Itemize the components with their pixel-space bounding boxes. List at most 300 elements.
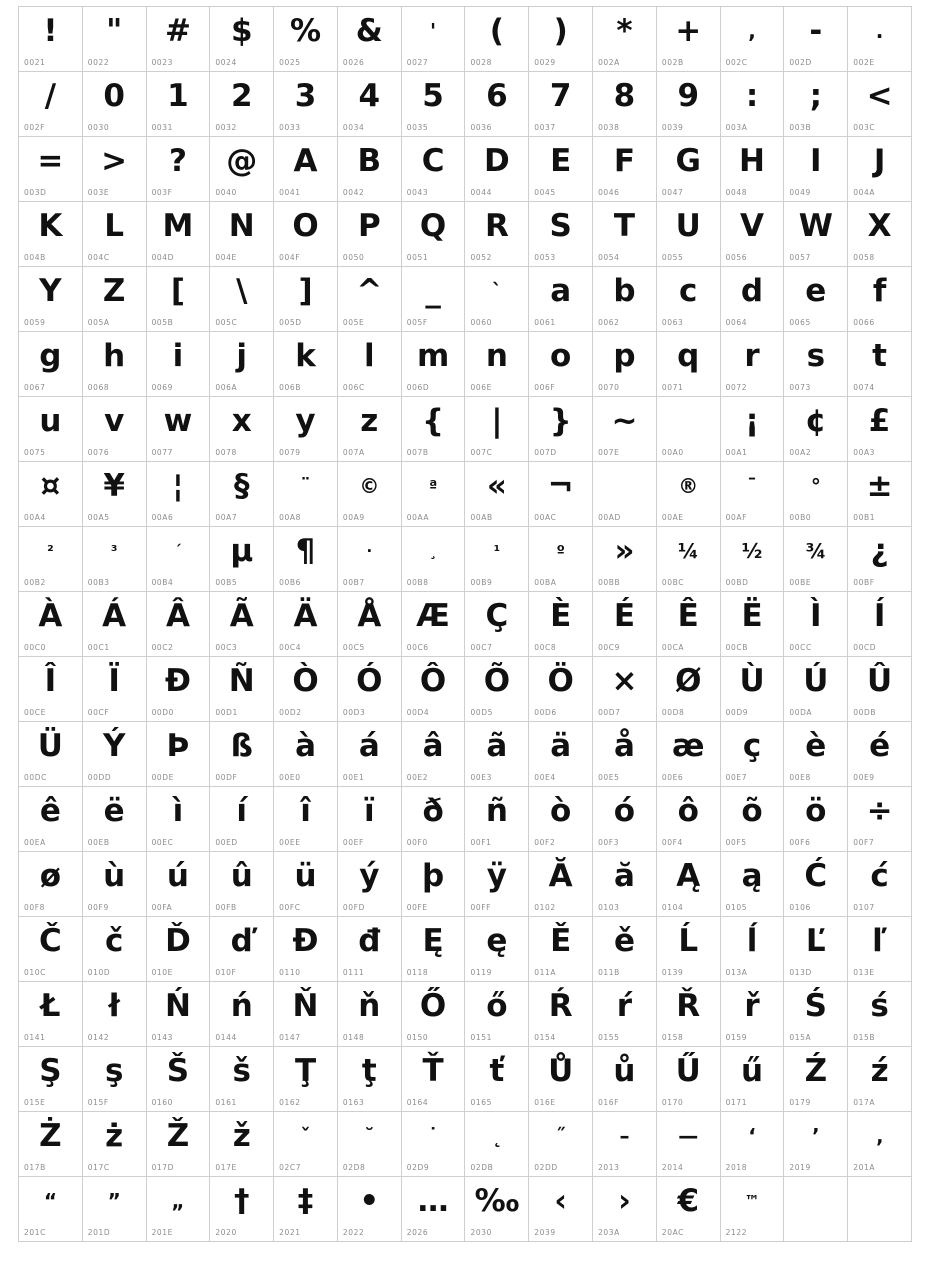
glyph-cell[interactable] (147, 527, 211, 592)
glyph-character: 4 (358, 78, 381, 114)
glyph-cell[interactable] (274, 527, 338, 592)
glyph-cell[interactable] (19, 852, 83, 917)
glyph-cell[interactable] (210, 1177, 274, 1242)
glyph-cell[interactable] (83, 527, 147, 592)
glyph-cell[interactable] (657, 1112, 721, 1177)
glyph-cell[interactable] (465, 137, 529, 202)
glyph-cell[interactable] (848, 7, 912, 72)
glyph-cell[interactable] (147, 1177, 211, 1242)
glyph-codepoint: 0070 (598, 383, 620, 392)
glyph-cell[interactable] (274, 1112, 338, 1177)
glyph-cell[interactable] (147, 462, 211, 527)
glyph-cell[interactable] (402, 267, 466, 332)
glyph-cell[interactable] (210, 787, 274, 852)
glyph-cell[interactable] (147, 982, 211, 1047)
glyph-cell[interactable] (657, 137, 721, 202)
glyph-codepoint: 0031 (151, 123, 174, 132)
glyph-cell[interactable] (83, 852, 147, 917)
glyph-character: ő (486, 988, 508, 1024)
glyph-cell[interactable] (593, 462, 657, 527)
glyph-cell[interactable] (83, 1112, 147, 1177)
glyph-codepoint: 0037 (534, 123, 556, 132)
glyph-cell[interactable] (657, 657, 721, 722)
glyph-cell[interactable] (210, 202, 274, 267)
glyph-cell[interactable] (210, 137, 274, 202)
glyph-cell[interactable] (848, 527, 912, 592)
glyph-cell[interactable] (402, 202, 466, 267)
glyph-cell[interactable] (721, 1177, 785, 1242)
glyph-cell[interactable] (848, 852, 912, 917)
glyph-cell[interactable] (210, 72, 274, 137)
glyph-cell[interactable] (338, 397, 402, 462)
glyph-cell[interactable] (721, 787, 785, 852)
glyph-cell[interactable] (784, 332, 848, 397)
glyph-cell[interactable] (210, 917, 274, 982)
glyph-cell[interactable] (848, 267, 912, 332)
glyph-codepoint: 0061 (534, 318, 556, 327)
glyph-cell[interactable] (784, 722, 848, 787)
glyph-cell[interactable] (83, 787, 147, 852)
glyph-cell[interactable] (83, 397, 147, 462)
glyph-cell[interactable] (593, 1177, 657, 1242)
glyph-cell[interactable] (784, 527, 848, 592)
glyph-cell[interactable] (465, 917, 529, 982)
glyph-character: Ż (39, 1118, 62, 1154)
glyph-cell[interactable] (657, 72, 721, 137)
glyph-cell[interactable] (529, 1177, 593, 1242)
glyph-character: · (366, 542, 373, 560)
glyph-cell[interactable] (338, 1047, 402, 1112)
glyph-cell[interactable] (529, 1047, 593, 1112)
glyph-cell[interactable] (657, 397, 721, 462)
glyph-cell[interactable] (274, 7, 338, 72)
glyph-character: ã (486, 728, 508, 764)
glyph-cell[interactable] (338, 137, 402, 202)
glyph-cell[interactable] (83, 657, 147, 722)
glyph-cell[interactable] (402, 787, 466, 852)
glyph-character: ± (866, 468, 893, 504)
glyph-cell[interactable] (83, 462, 147, 527)
glyph-cell[interactable] (338, 267, 402, 332)
glyph-cell[interactable] (274, 397, 338, 462)
glyph-cell[interactable] (784, 1112, 848, 1177)
glyph-cell[interactable] (274, 1047, 338, 1112)
glyph-cell[interactable] (338, 592, 402, 657)
glyph-cell[interactable] (721, 202, 785, 267)
glyph-codepoint: 0043 (406, 188, 429, 197)
glyph-cell[interactable] (147, 137, 211, 202)
glyph-cell[interactable] (593, 202, 657, 267)
glyph-cell[interactable] (338, 7, 402, 72)
glyph-character: Ř (676, 988, 701, 1024)
glyph-cell[interactable] (19, 787, 83, 852)
glyph-cell[interactable] (338, 982, 402, 1047)
glyph-cell[interactable] (274, 722, 338, 787)
glyph-cell[interactable] (593, 917, 657, 982)
glyph-cell[interactable] (784, 397, 848, 462)
glyph-cell[interactable] (147, 397, 211, 462)
glyph-cell[interactable] (338, 657, 402, 722)
glyph-cell[interactable] (402, 397, 466, 462)
glyph-cell[interactable] (593, 852, 657, 917)
glyph-cell[interactable] (402, 332, 466, 397)
glyph-character: c (679, 273, 698, 309)
glyph-cell[interactable] (402, 917, 466, 982)
glyph-cell[interactable] (657, 917, 721, 982)
glyph-cell[interactable] (848, 1047, 912, 1112)
glyph-cell[interactable] (338, 1177, 402, 1242)
glyph-character: Z (102, 273, 126, 309)
glyph-cell[interactable] (210, 657, 274, 722)
glyph-cell[interactable] (529, 202, 593, 267)
glyph-cell[interactable] (465, 787, 529, 852)
glyph-cell[interactable] (83, 332, 147, 397)
glyph-cell[interactable] (465, 657, 529, 722)
glyph-cell[interactable] (593, 1112, 657, 1177)
glyph-cell[interactable] (402, 462, 466, 527)
glyph-cell[interactable] (657, 332, 721, 397)
glyph-cell[interactable] (147, 917, 211, 982)
glyph-cell[interactable] (721, 722, 785, 787)
glyph-cell[interactable] (848, 787, 912, 852)
glyph-cell[interactable] (402, 982, 466, 1047)
glyph-cell[interactable] (19, 592, 83, 657)
glyph-cell[interactable] (83, 1047, 147, 1112)
glyph-cell[interactable] (147, 1112, 211, 1177)
glyph-cell[interactable] (529, 72, 593, 137)
glyph-cell[interactable] (657, 1047, 721, 1112)
glyph-cell[interactable] (784, 982, 848, 1047)
glyph-cell[interactable] (529, 787, 593, 852)
glyph-character (784, 1179, 847, 1223)
glyph-cell[interactable] (593, 787, 657, 852)
glyph-cell[interactable] (338, 527, 402, 592)
glyph-cell[interactable] (721, 397, 785, 462)
glyph-codepoint: 0048 (725, 188, 748, 197)
glyph-cell[interactable] (83, 1177, 147, 1242)
glyph-cell[interactable] (19, 137, 83, 202)
glyph-cell[interactable] (465, 527, 529, 592)
glyph-cell[interactable] (721, 7, 785, 72)
glyph-cell[interactable] (402, 1177, 466, 1242)
glyph-cell[interactable] (210, 1047, 274, 1112)
glyph-cell[interactable] (657, 202, 721, 267)
glyph-cell[interactable] (274, 982, 338, 1047)
glyph-cell[interactable] (784, 657, 848, 722)
glyph-cell[interactable] (465, 72, 529, 137)
glyph-cell[interactable] (848, 202, 912, 267)
glyph-table (18, 6, 912, 1242)
glyph-cell[interactable] (274, 852, 338, 917)
glyph-cell[interactable] (210, 397, 274, 462)
glyph-cell[interactable] (19, 527, 83, 592)
glyph-cell[interactable] (338, 1112, 402, 1177)
glyph-cell[interactable] (465, 982, 529, 1047)
glyph-cell[interactable] (721, 592, 785, 657)
glyph-cell[interactable] (848, 657, 912, 722)
glyph-cell[interactable] (848, 592, 912, 657)
glyph-cell[interactable] (338, 462, 402, 527)
glyph-cell[interactable] (19, 1112, 83, 1177)
glyph-cell[interactable] (210, 852, 274, 917)
glyph-cell[interactable] (338, 72, 402, 137)
glyph-cell[interactable] (529, 332, 593, 397)
glyph-cell[interactable] (274, 657, 338, 722)
glyph-cell[interactable] (210, 1112, 274, 1177)
glyph-cell[interactable] (83, 982, 147, 1047)
glyph-cell[interactable] (147, 722, 211, 787)
glyph-cell[interactable] (210, 332, 274, 397)
glyph-cell[interactable] (83, 137, 147, 202)
glyph-cell[interactable] (784, 267, 848, 332)
glyph-cell[interactable] (657, 722, 721, 787)
glyph-cell[interactable] (402, 1047, 466, 1112)
glyph-cell[interactable] (848, 332, 912, 397)
glyph-character: Â (165, 598, 190, 634)
glyph-codepoint: 0073 (789, 383, 811, 392)
glyph-cell[interactable] (529, 722, 593, 787)
glyph-cell[interactable] (721, 917, 785, 982)
glyph-cell[interactable] (402, 722, 466, 787)
glyph-cell[interactable] (19, 267, 83, 332)
glyph-cell[interactable] (848, 397, 912, 462)
glyph-cell[interactable] (784, 592, 848, 657)
glyph-cell[interactable] (19, 332, 83, 397)
glyph-cell[interactable] (593, 72, 657, 137)
glyph-cell[interactable] (784, 462, 848, 527)
glyph-cell[interactable] (657, 982, 721, 1047)
glyph-cell[interactable] (593, 982, 657, 1047)
glyph-cell[interactable] (210, 722, 274, 787)
glyph-cell[interactable] (529, 462, 593, 527)
glyph-cell[interactable] (593, 7, 657, 72)
glyph-cell[interactable] (529, 267, 593, 332)
glyph-cell[interactable] (83, 592, 147, 657)
glyph-cell[interactable] (147, 852, 211, 917)
glyph-cell[interactable] (402, 592, 466, 657)
glyph-cell[interactable] (274, 1177, 338, 1242)
glyph-cell[interactable] (465, 462, 529, 527)
glyph-cell[interactable] (465, 267, 529, 332)
glyph-cell[interactable] (784, 7, 848, 72)
glyph-cell[interactable] (19, 1177, 83, 1242)
glyph-cell[interactable] (529, 852, 593, 917)
glyph-cell[interactable] (147, 592, 211, 657)
glyph-cell[interactable] (529, 982, 593, 1047)
glyph-cell[interactable] (274, 592, 338, 657)
glyph-cell[interactable] (593, 657, 657, 722)
glyph-cell[interactable] (274, 462, 338, 527)
glyph-character: à (295, 728, 316, 764)
glyph-cell[interactable] (465, 397, 529, 462)
glyph-cell[interactable] (465, 1112, 529, 1177)
glyph-cell[interactable] (529, 527, 593, 592)
glyph-cell[interactable] (848, 1112, 912, 1177)
glyph-cell[interactable] (19, 397, 83, 462)
glyph-cell[interactable] (657, 852, 721, 917)
glyph-character: ¨ (300, 474, 311, 498)
glyph-cell[interactable] (402, 137, 466, 202)
glyph-cell[interactable] (529, 917, 593, 982)
glyph-cell[interactable] (721, 1047, 785, 1112)
glyph-cell[interactable] (657, 267, 721, 332)
glyph-cell[interactable] (465, 592, 529, 657)
glyph-cell[interactable] (19, 917, 83, 982)
glyph-cell[interactable] (721, 982, 785, 1047)
glyph-cell[interactable] (848, 917, 912, 982)
glyph-cell[interactable] (210, 982, 274, 1047)
glyph-cell[interactable] (274, 917, 338, 982)
glyph-cell[interactable] (19, 202, 83, 267)
glyph-cell[interactable] (848, 722, 912, 787)
glyph-cell[interactable] (274, 332, 338, 397)
glyph-cell[interactable] (274, 267, 338, 332)
glyph-cell[interactable] (210, 592, 274, 657)
glyph-cell[interactable] (784, 72, 848, 137)
glyph-character: đ (358, 923, 381, 959)
glyph-cell[interactable] (147, 657, 211, 722)
glyph-character: Ò (292, 663, 319, 699)
glyph-cell[interactable] (593, 527, 657, 592)
glyph-cell[interactable] (402, 72, 466, 137)
glyph-cell[interactable] (657, 592, 721, 657)
glyph-cell[interactable] (19, 657, 83, 722)
glyph-cell[interactable] (83, 722, 147, 787)
glyph-cell[interactable] (147, 332, 211, 397)
glyph-cell[interactable] (529, 137, 593, 202)
glyph-cell[interactable] (593, 332, 657, 397)
glyph-character: É (613, 598, 636, 634)
glyph-cell[interactable] (465, 1047, 529, 1112)
glyph-cell[interactable] (147, 7, 211, 72)
glyph-codepoint: 015A (789, 1033, 812, 1042)
glyph-cell[interactable] (83, 202, 147, 267)
glyph-cell[interactable] (465, 7, 529, 72)
glyph-cell[interactable] (721, 137, 785, 202)
glyph-cell[interactable] (210, 462, 274, 527)
glyph-cell[interactable] (19, 72, 83, 137)
glyph-cell[interactable] (338, 722, 402, 787)
glyph-cell[interactable] (338, 917, 402, 982)
glyph-codepoint: 02DB (470, 1163, 494, 1172)
glyph-cell[interactable] (274, 787, 338, 852)
glyph-character: h (103, 338, 126, 374)
glyph-cell[interactable] (147, 1047, 211, 1112)
glyph-cell[interactable] (83, 267, 147, 332)
glyph-cell[interactable] (721, 1112, 785, 1177)
glyph-character: : (745, 78, 759, 114)
glyph-cell[interactable] (593, 1047, 657, 1112)
glyph-character: Ď (165, 923, 191, 959)
glyph-cell[interactable] (210, 7, 274, 72)
glyph-cell[interactable] (147, 787, 211, 852)
glyph-cell[interactable] (19, 7, 83, 72)
glyph-cell[interactable] (338, 332, 402, 397)
glyph-cell[interactable] (721, 332, 785, 397)
glyph-cell[interactable] (657, 787, 721, 852)
glyph-cell[interactable] (19, 462, 83, 527)
glyph-cell[interactable] (465, 722, 529, 787)
glyph-cell[interactable] (402, 657, 466, 722)
glyph-cell[interactable] (83, 7, 147, 72)
glyph-character: 9 (677, 78, 700, 114)
glyph-cell[interactable] (784, 917, 848, 982)
glyph-cell[interactable] (593, 137, 657, 202)
glyph-cell[interactable] (657, 462, 721, 527)
glyph-cell[interactable] (338, 852, 402, 917)
glyph-cell[interactable] (19, 1047, 83, 1112)
glyph-character: Ë (741, 598, 763, 634)
glyph-cell[interactable] (593, 397, 657, 462)
glyph-cell[interactable] (147, 72, 211, 137)
glyph-cell[interactable] (657, 1177, 721, 1242)
glyph-cell[interactable] (402, 1112, 466, 1177)
glyph-cell[interactable] (465, 852, 529, 917)
glyph-cell[interactable] (784, 787, 848, 852)
glyph-cell[interactable] (274, 72, 338, 137)
glyph-cell[interactable] (721, 72, 785, 137)
glyph-cell[interactable] (657, 7, 721, 72)
glyph-cell[interactable] (721, 657, 785, 722)
glyph-cell[interactable] (402, 7, 466, 72)
glyph-cell[interactable] (593, 722, 657, 787)
glyph-cell[interactable] (784, 852, 848, 917)
glyph-cell[interactable] (721, 527, 785, 592)
glyph-cell[interactable] (465, 202, 529, 267)
glyph-cell[interactable] (657, 527, 721, 592)
glyph-cell[interactable] (721, 462, 785, 527)
glyph-cell[interactable] (529, 397, 593, 462)
glyph-cell[interactable] (274, 137, 338, 202)
glyph-cell[interactable] (529, 7, 593, 72)
glyph-cell[interactable] (210, 527, 274, 592)
glyph-cell[interactable] (274, 202, 338, 267)
glyph-cell[interactable] (593, 592, 657, 657)
glyph-cell[interactable] (402, 852, 466, 917)
glyph-cell[interactable] (338, 202, 402, 267)
glyph-cell[interactable] (402, 527, 466, 592)
glyph-cell[interactable] (784, 1047, 848, 1112)
glyph-cell[interactable] (784, 137, 848, 202)
glyph-cell[interactable] (848, 982, 912, 1047)
glyph-cell[interactable] (848, 137, 912, 202)
glyph-character: • (359, 1183, 380, 1219)
glyph-cell[interactable] (83, 72, 147, 137)
glyph-cell[interactable] (529, 657, 593, 722)
glyph-cell[interactable] (465, 1177, 529, 1242)
glyph-cell[interactable] (19, 722, 83, 787)
glyph-cell[interactable] (147, 267, 211, 332)
glyph-codepoint: 00C5 (342, 643, 365, 652)
glyph-cell[interactable] (529, 592, 593, 657)
glyph-cell[interactable] (147, 202, 211, 267)
glyph-codepoint: 2122 (725, 1228, 748, 1237)
glyph-cell[interactable] (529, 1112, 593, 1177)
glyph-cell[interactable] (465, 332, 529, 397)
glyph-cell[interactable] (338, 787, 402, 852)
glyph-cell[interactable] (593, 267, 657, 332)
glyph-cell[interactable] (19, 982, 83, 1047)
glyph-character: Ê (677, 598, 699, 634)
glyph-cell[interactable] (83, 917, 147, 982)
glyph-cell[interactable] (210, 267, 274, 332)
glyph-cell[interactable] (721, 267, 785, 332)
glyph-cell[interactable] (721, 852, 785, 917)
glyph-cell[interactable] (784, 202, 848, 267)
glyph-codepoint: 016E (534, 1098, 556, 1107)
glyph-cell[interactable] (848, 72, 912, 137)
glyph-cell[interactable] (848, 462, 912, 527)
